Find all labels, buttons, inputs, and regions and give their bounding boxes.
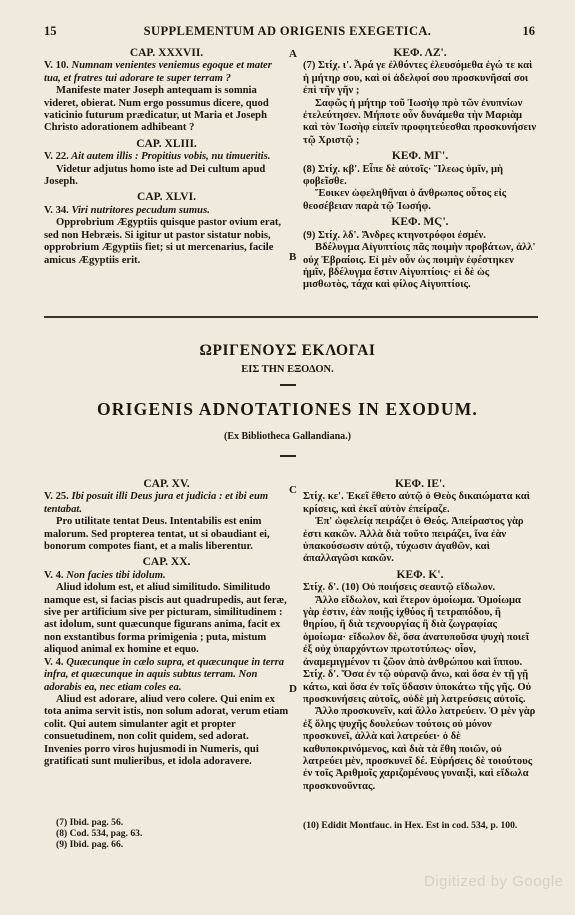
footnote: (7) Ibid. pag. 56. <box>56 817 124 828</box>
verse-text: Viri nutritores pecudum sumus. <box>71 204 210 216</box>
latin-subtitle: (Ex Bibliotheca Gallandiana.) <box>224 431 351 442</box>
running-header <box>0 24 575 40</box>
footnote-right: (10) Edidit Montfauc. in Hex. Est in cod. 534, p. 100. <box>303 820 518 831</box>
page-number-right: 16 <box>522 24 535 38</box>
verse-text: Numnam venientes veniemus egoque et mater tua, et fratres tui adorare te super terram ? <box>44 60 272 84</box>
verse-text: Ibi posuit illi Deus jura et judicia : et ibi eum tentabat. <box>44 491 269 515</box>
verse-number: V. 25. <box>44 491 69 503</box>
commentary-paragraph: Opprobrium Ægyptiis quisque pastor ovium erat, sed non Hebræis. Si igitur ut pastor sistatur nobis, opprobrium Ægyptiis fiet; si ut mercenarius, facile amicus Ægyptiis erit. <box>44 217 282 266</box>
verse-text: Ait autem illis : Propitius vobis, nu timueritis. <box>71 151 271 163</box>
bottom-right-column <box>303 475 537 793</box>
commentary-paragraph: Ἐπ' ὠφελείᾳ πειράζει ὁ Θεός. Ἀπείραστος γὰρ ἐστι κακῶν. Ἀλλὰ διὰ τοῦτο πειράζει, ἵνα ἐὰν ὑπακούσωσιν αὐτῷ, τύχωσιν ἀγαθῶν, καὶ ἀπαλλαγῶσι κακῶν. <box>303 516 524 565</box>
top-right-column <box>303 44 537 292</box>
verse-lemma <box>44 570 289 582</box>
commentary-paragraph: Σαφῶς ἡ μήτηρ τοῦ Ἰωσὴφ πρὸ τῶν ἐνυπνίων ἐτελεύτησεν. Μήποτε οὖν δυνάμεθα τὴν Μαριὰμ καὶ τὸν Ἰωσὴφ εἰπεῖν προφητεύεσθαι προσκυνήσειν τῷ Χριστῷ ; <box>303 97 537 146</box>
chapter-heading: CAP. XLIII. <box>136 137 197 150</box>
verse-number: V. 34. <box>44 204 69 216</box>
bottom-left-column <box>44 475 289 768</box>
page-number-left: 15 <box>44 24 57 38</box>
latin-title: ORIGENIS ADNOTATIONES IN EXODUM. <box>97 399 478 419</box>
verse-lemma <box>44 657 289 694</box>
verse-text: Non facies tibi idolum. <box>66 569 166 581</box>
margin-marker-d: D <box>289 683 297 695</box>
verse-number: V. 10. <box>44 60 69 72</box>
section-rule <box>44 316 538 318</box>
commentary-paragraph: Ἔοικεν ὠφεληθῆναι ὁ ἄνθρωπος οὗτος εἰς θεοσέβειαν παρὰ τῷ Ἰωσήφ. <box>303 188 507 212</box>
commentary-paragraph: Aliud est adorare, aliud vero colere. Qui enim ex tota anima servit istis, non solum adorat, verum etiam colit. Qui autem simulanter agit et propter consuetudinem, non colit quidem, sed adorat. Invenies porro viros hujusmodi in Numeris, qui gratificati sunt mulieribus, et idola adoravere. <box>44 693 289 767</box>
verse-number: V. 22. <box>44 151 69 163</box>
commentary-paragraph: Videtur adjutus homo iste ad Dei cultum apud Joseph. <box>44 163 266 188</box>
chapter-heading: CAP. XXXVII. <box>129 47 204 59</box>
verse-lemma-greek: Στίχ. δ'. (10) Οὐ ποιήσεις σεαυτῷ εἴδωλον. <box>303 582 496 594</box>
verse-lemma-greek: Στίχ. δ'. Ὅσα ἐν τῷ οὐρανῷ ἄνω, καὶ ὅσα ἐν τῇ γῇ κάτω, καὶ ὅσα ἐν τοῖς ὕδασιν ὑποκάτω τῆς γῆς. Οὐ προσκυνήσεις αὐτοῖς, οὐδὲ μὴ λατρεύσεις αὐτοῖς. <box>303 669 532 705</box>
verse-lemma-greek: (7) Στίχ. ι'. Ἆρά γε ἐλθόντες ἐλευσόμεθα ἐγώ τε καὶ ἡ μήτηρ σου, καὶ οἱ ἀδελφοί σου προσκυνῆσαί σοι ἐπὶ τῆν γῆν ; <box>303 60 533 97</box>
commentary-paragraph: Manifeste mater Joseph antequam is somnia videret, obierat. Num ergo possumus dicere, quod vaticinio futurum prædicatur, ut Maria et Joseph Christo adorationem adhibeant ? <box>44 85 269 134</box>
verse-lemma-greek: (9) Στίχ. λδ'. Ἄνδρες κτηνοτρόφοι ἐσμέν. <box>303 229 486 241</box>
chapter-heading: ΚΕΦ. ΜΓ'. <box>391 150 449 163</box>
verse-lemma <box>44 491 289 516</box>
footnote: (8) Cod. 534, pag. 63. <box>56 828 143 839</box>
greek-subtitle: ΕΙΣ ΤΗΝ ΕΞΟΔΟΝ. <box>241 364 334 375</box>
chapter-heading: CAP. XX. <box>142 556 191 569</box>
verse-number: V. 4. <box>44 656 64 668</box>
chapter-heading: CAP. XLVI. <box>137 191 196 204</box>
chapter-heading: ΚΕΦ. ΛΖ'. <box>393 47 447 59</box>
commentary-paragraph: Ἄλλο προσκυνεῖν, καὶ ἄλλο λατρεύειν. Ὁ μὲν γὰρ ἐξ ὅλης ψυχῆς δουλεύων τούτοις οὐ μόνον προσκυνεῖ, ἀλλὰ καὶ λατρεύει· ὁ δὲ καθυποκρινόμενος, καὶ διὰ τὰ ἔθη ποιῶν, οὐ λατρεύει μὲν, προσκυνεῖ δέ. Εὑρήσεις δὲ τοιούτους ἐν τοῖς Ἀριθμοῖς χαριζομένους γυναιξὶ, καὶ εἴδωλα προσκυνοῦντας. <box>303 706 536 792</box>
chapter-heading: ΚΕΦ. ΜϚ'. <box>391 216 449 229</box>
margin-marker-b: B <box>289 251 297 263</box>
verse-lemma-greek: Στίχ. κε'. Ἐκεῖ ἔθετο αὐτῷ ὁ Θεὸς δικαιώματα καὶ κρίσεις, καὶ ἐκεῖ αὐτὸν ἐπείραζε. <box>303 491 530 515</box>
commentary-paragraph: Pro utilitate tentat Deus. Intentabilis est enim malorum. Sed propterea tentat, ut si obaudiant ei, bonorum compotes fiant, et a malis liberentur. <box>44 516 270 553</box>
verse-lemma <box>44 60 289 85</box>
verse-lemma-greek: (8) Στίχ. κβ'. Εἶπε δὲ αὐτοῖς· Ἵλεως ὑμῖν, μὴ φοβεῖσθε. <box>303 163 503 188</box>
title-dash-2 <box>280 455 296 457</box>
verse-text: Quæcunque in cælo supra, et quæcunque in terra infra, et quæcunque in aquis subtus terram. Non adorabis ea, nec etiam coles ea. <box>44 656 284 693</box>
commentary-paragraph: Βδέλυγμα Αἰγυπτίοις πᾶς ποιμὴν προβάτων, ἀλλ' οὐχ Ἑβραίοις. Εἰ μὲν οὖν ὡς ποιμὴν ἐφέστηκεν ἡμῖν, βδέλυγμα ἔστιν Αἰγυπτίοις· εἰ δὲ ὡς μισθωτὸς, τάχα καὶ φίλος Αἰγυπτίοις. <box>303 242 536 291</box>
google-watermark: Digitized by Google <box>424 873 564 890</box>
margin-marker-c: C <box>289 484 297 496</box>
running-title: SUPPLEMENTUM AD ORIGENIS EXEGETICA. <box>143 24 432 38</box>
verse-lemma <box>44 151 289 163</box>
top-left-column <box>44 44 289 267</box>
title-dash-1 <box>280 384 296 386</box>
margin-marker-a: A <box>289 48 297 60</box>
greek-title: ΩΡΙΓΕΝΟΥΣ ΕΚΛΟΓΑΙ <box>199 342 376 359</box>
chapter-heading: ΚΕΦ. Κ'. <box>396 568 444 581</box>
verse-lemma <box>44 205 289 217</box>
commentary-paragraph: Aliud idolum est, et aliud similitudo. Similitudo namque est, si facias piscis aut quadrupedis, aut feræ, sive per artificium sive per picturam, similitudinem : ast idolum, sunt quæcunque figurans anima, facit ex non exstantibus forma primigenia ; puta, mistum aliquod animal ex homine et equo. <box>44 582 287 656</box>
chapter-heading: ΚΕΦ. ΙΕ'. <box>394 478 446 490</box>
commentary-paragraph: Ἄλλο εἴδωλον, καὶ ἕτερον ὁμοίωμα. Ὁμοίωμα γὰρ ἐστιν, ἐὰν ποιῇς ἰχθύος ἢ τετραπόδου, ἢ θηρίου, ἢ διὰ τεχνουργίας ἢ διὰ ζωγραφίας ὁμοίωμα· εἴδωλον δὲ, ὅσα ἀνατυποῦσα ψυχὴ ποιεῖ ἐξ οὐχ ὑπαρχόντων πρωτοτύπως· οἷον, ἀναμεμιγμένον τι ζῶον ἀπὸ ἀνθρώπου καὶ ἵππου. <box>303 594 530 668</box>
verse-number: V. 4. <box>44 569 64 581</box>
chapter-heading: CAP. XV. <box>143 478 190 490</box>
footnote: (9) Ibid. pag. 66. <box>56 839 124 850</box>
footnotes-left <box>56 817 276 850</box>
